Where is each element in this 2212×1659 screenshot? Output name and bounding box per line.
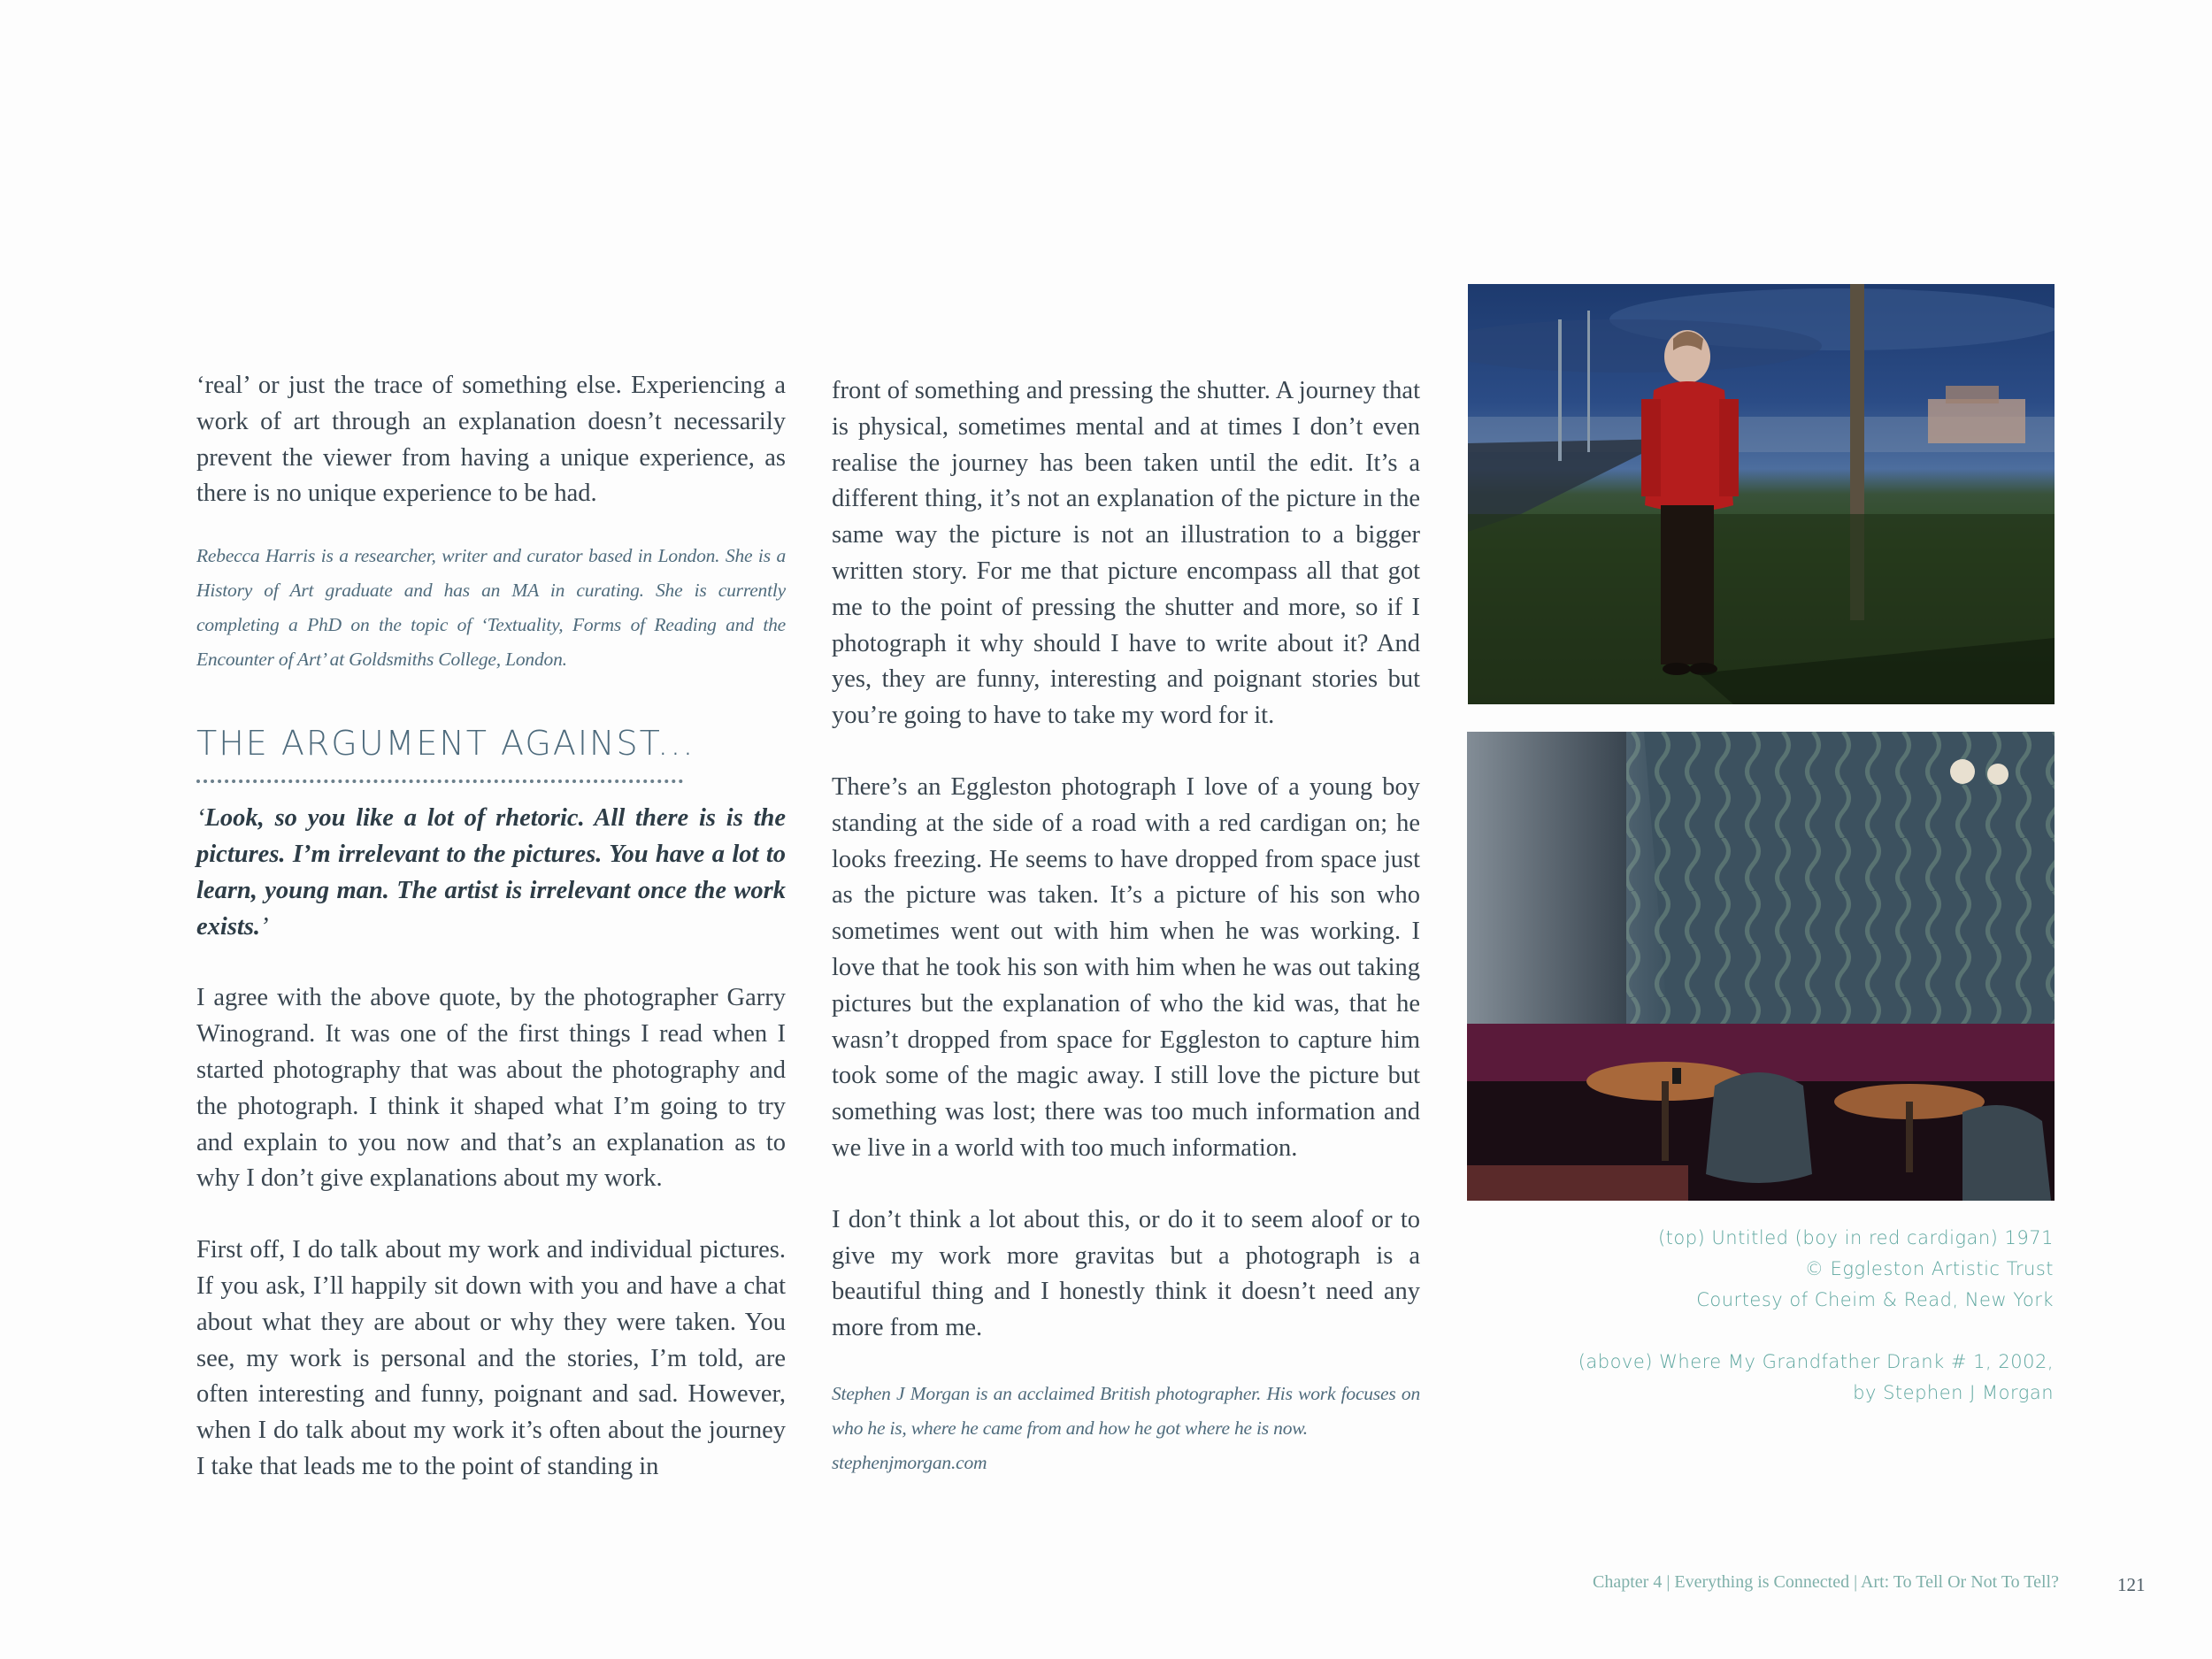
caption-above-line-1: (above) Where My Grandfather Drank # 1, 2002, <box>1578 1351 2054 1372</box>
photo-captions <box>1523 1223 2054 1409</box>
middle-paragraph-2: There’s an Eggleston photograph I love of a young boy standing at the side of a road with a red cardigan on; he looks freezing. He seems to have dropped from space just as the picture was taken. It’s a picture of his son who sometimes went out with him when he was working. I love that he took his son with him when he was out taking pictures but the explanation of who the kid was, that he wasn’t dropped from space for Eggleston to capture him took some of the magic away. I still love the picture but something was lost; there was too much information and we live in a world with too much information. <box>832 772 1420 1162</box>
photo-boy-red-cardigan-illustration <box>1468 284 2055 704</box>
author-bio-text: Stephen J Morgan is an acclaimed British photographer. His work focuses on who he is, where he came from and how he got where he is now. <box>832 1382 1420 1439</box>
middle-column <box>832 373 1420 1480</box>
photo-grandfather-drank-illustration <box>1467 732 2055 1201</box>
caption-top-line-3: Courtesy of Cheim & Read, New York <box>1696 1289 2054 1310</box>
quote-open-mark: ‘ <box>196 804 205 833</box>
caption-top-line-1: (top) Untitled (boy in red cardigan) 1971 <box>1657 1227 2054 1248</box>
author-website: stephenjmorgan.com <box>832 1451 987 1473</box>
middle-paragraph-3: I don’t think a lot about this, or do it to seem aloof or to give my work more gravitas but a photograph is a beautiful thing and I honestly think it doesn’t need any more from me. <box>832 1205 1420 1342</box>
author-bio-stephen <box>832 1377 1420 1480</box>
photo-grandfather-drank <box>1467 732 2055 1201</box>
caption-above-line-2: by Stephen J Morgan <box>1853 1382 2054 1403</box>
section-heading: THE ARGUMENT AGAINST... <box>196 724 695 764</box>
author-bio-rebecca: Rebecca Harris is a researcher, writer and curator based in London. She is a History of Art graduate and has an MA in curating. She is currently completing a PhD on the topic of ‘Textuality, Forms of Reading and the Encounter of Art’ at Goldsmiths College, London. <box>196 545 786 671</box>
left-paragraph-3: First off, I do talk about my work and individual pictures. If you ask, I’ll happily sit down with you and have a chat about what they are about or why they were taken. You see, my work is personal and the stories, I’m told, are often interesting and funny, poignant and sad. However, when I do talk about my work it’s often about the journey I take that leads me to the point of standing in <box>196 1236 786 1480</box>
quote-close-mark: ’ <box>260 912 269 941</box>
middle-paragraph-1: front of something and pressing the shutter. A journey that is physical, sometimes mental and at times I don’t even realise the journey has been taken until the edit. It’s a different thing, it’s not an explanation of the picture in the same way the picture is not an illustration to a bigger written story. For me that picture encompass all that got me to the point of pressing the shutter and more, so if I photograph it why should I have to write about it? And yes, they are funny, interesting and poignant stories but you’re going to have to take my word for it. <box>832 377 1420 730</box>
dotted-divider <box>196 780 683 783</box>
left-column <box>196 368 786 1486</box>
photo-boy-red-cardigan <box>1468 284 2055 704</box>
running-footer: Chapter 4 | Everything is Connected | Art: To Tell Or Not To Tell? <box>1593 1572 2059 1592</box>
pull-quote <box>196 801 786 945</box>
left-paragraph-2: I agree with the above quote, by the photographer Garry Winogrand. It was one of the first things I read when I started photography that was about the photography and the photograph. I think it shaped what I’m going to try and explain to you now and that’s an explanation as to why I don’t give explanations about my work. <box>196 984 786 1193</box>
quote-text: Look, so you like a lot of rhetoric. All there is is the pictures. I’m irrelevant to the pictures. You have a lot to learn, young man. The artist is irrelevant once the work exists. <box>196 804 786 941</box>
caption-top-line-2: © Eggleston Artistic Trust <box>1804 1258 2054 1279</box>
page-number: 121 <box>2117 1574 2146 1595</box>
left-paragraph-1: ‘real’ or just the trace of something else. Experiencing a work of art through an explanation doesn’t necessarily prevent the viewer from having a unique experience, as there is no unique experience to be had. <box>196 372 786 508</box>
